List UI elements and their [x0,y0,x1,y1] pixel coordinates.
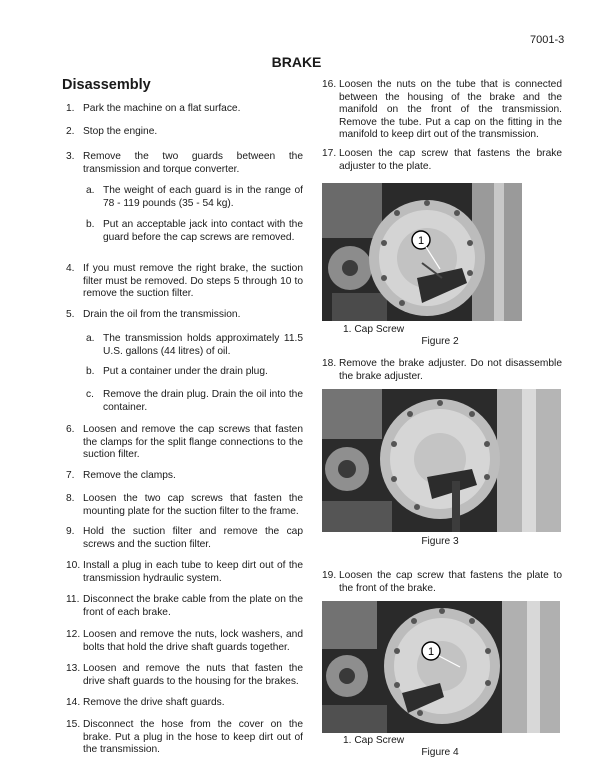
step-12: 12. Loosen and remove the nuts, lock washers, and bolts that hold the drive shaft guards together. [66,629,303,653]
step-13: 13. Loosen and remove the nuts that fasten the drive shaft guards to the housing for the brakes. [66,663,303,687]
figure-2-callout: 1 [417,235,425,247]
step-6: 6. Loosen and remove the cap screws that fasten the clamps for the split flange connections to the suction filter. [66,424,303,461]
page-title: BRAKE [271,54,322,70]
figure-3-photo [322,389,561,532]
step-16: 16. Loosen the nuts on the tube that is connected between the housing of the brake and the manifold on the front of the transmission. Remove the tube. Put a cap on the fitting in the manifold to keep dirt out of the transmission. [322,79,562,141]
figure-4-photo [322,601,560,733]
step-10: 10. Install a plug in each tube to keep dirt out of the transmission hydraulic system. [66,560,303,584]
step-11: 11. Disconnect the brake cable from the plate on the front of each brake. [66,594,303,618]
step-19: 19. Loosen the cap screw that fastens the plate to the front of the brake. [322,570,562,594]
step-1: 1. Park the machine on a flat surface. [66,103,241,114]
step-3b: b. Put an acceptable jack into contact with the guard before the cap screws are removed. [86,219,303,243]
step-18: 18. Remove the brake adjuster. Do not disassemble the brake adjuster. [322,358,562,382]
figure-4-label: Figure 4 [421,747,459,758]
step-5b: b. Put a container under the drain plug. [86,366,268,377]
step-3: 3. Remove the two guards between the transmission and torque converter. [66,151,303,175]
step-9: 9. Hold the suction filter and remove the cap screws and the suction filter. [66,526,303,550]
step-5: 5. Drain the oil from the transmission. [66,309,241,320]
step-7: 7. Remove the clamps. [66,470,176,481]
figure-4-callout: 1 [427,646,435,658]
figure-2-photo [322,183,522,321]
step-4: 4. If you must remove the right brake, the suction filter must be removed. Do steps 5 through 10 to remove the suction filter. [66,263,303,300]
step-17: 17. Loosen the cap screw that fastens the brake adjuster to the plate. [322,148,562,172]
figure-2-label: Figure 2 [421,336,459,347]
step-14: 14. Remove the drive shaft guards. [66,697,225,708]
section-heading: Disassembly [62,77,151,93]
step-5a: a. The transmission holds approximately 11.5 U.S. gallons (44 litres) of oil. [86,333,303,357]
step-15: 15. Disconnect the hose from the cover on the brake. Put a plug in the hose to keep dirt out of the transmission. [66,719,303,756]
step-2: 2. Stop the engine. [66,126,158,137]
figure-2-caption: 1. Cap Screw [343,324,405,335]
page-number: 7001-3 [530,34,565,46]
step-3a: a. The weight of each guard is in the range of 78 - 119 pounds (35 - 54 kg). [86,185,303,209]
step-8: 8. Loosen the two cap screws that fasten the mounting plate for the suction filter to the frame. [66,493,303,517]
figure-4-caption: 1. Cap Screw [343,735,405,746]
step-5c: c. Remove the drain plug. Drain the oil into the container. [86,389,303,413]
figure-3-label: Figure 3 [421,536,459,547]
